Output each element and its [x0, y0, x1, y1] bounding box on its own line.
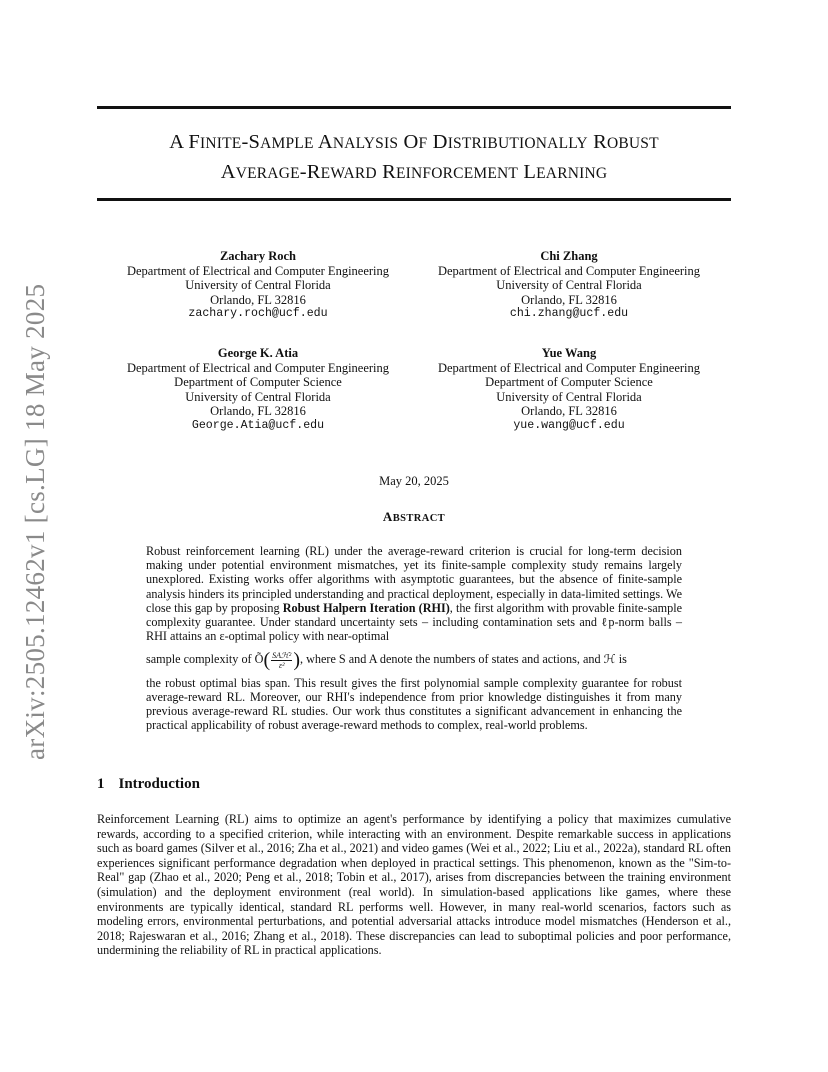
- paper-title: [97, 128, 731, 188]
- author-affiliation: University of Central Florida: [185, 278, 331, 293]
- title-bottom-rule: [97, 198, 731, 201]
- author-affiliation: Department of Electrical and Computer Engineering: [126, 263, 390, 278]
- fraction-numerator: SAℋ²: [272, 651, 292, 661]
- author-name: George K. Atia: [217, 346, 299, 360]
- intro-paragraph: Reinforcement Learning (RL) aims to optimize an agent's performance by identifying a policy that maximizes cumulative rewards, according to a specified criterion, while interacting with an environment. Despite remarkable success in applications such as board games (Silver et al., 2016; Zha et al., 2021) and video games (Wei et al., 2022; Liu et al., 2022a), standard RL often experiences significant performance degradation when deployed in practical settings. This phenomenon, known as the "Sim-to-Real" gap (Zhao et al., 2020; Peng et al., 2018; Tobin et al., 2017), arises from discrepancies between the training environment (simulation) and the deployment environment (real world). In simulation-based applications like games, where these environments are typically identical, standard RL performs well. However, in many real-world scenarios, factors such as modeling errors, environmental perturbations, and potential adversarial attacks introduce model mismatches (Henderson et al., 2018; Rajeswaran et al., 2016; Zhang et al., 2018). These discrepancies can lead to suboptimal policies and poor performance, undermining the reliability of RL in practical applications.: [97, 812, 731, 958]
- author-affiliation: Department of Electrical and Computer Engineering: [437, 360, 701, 375]
- author-affiliation: Department of Electrical and Computer Engineering: [126, 360, 390, 375]
- author-email[interactable]: chi.zhang@ucf.edu: [509, 307, 629, 321]
- paper-date: May 20, 2025: [379, 474, 449, 488]
- section-title: Introduction: [118, 776, 200, 792]
- author-name: Zachary Roch: [219, 249, 297, 263]
- author-email[interactable]: George.Atia@ucf.edu: [191, 418, 325, 432]
- right-paren: ): [293, 649, 300, 672]
- intro-body: [97, 812, 731, 958]
- author-affiliation: Orlando, FL 32816: [521, 292, 617, 307]
- left-paren: (: [263, 649, 271, 672]
- title-line-2: AVERAGE-REWARD REINFORCEMENT LEARNING: [220, 161, 608, 183]
- author-block: [108, 249, 408, 322]
- abstract-body: [146, 544, 682, 732]
- abstract-text: , the first algorithm with provable finite-sample complexity guarantee. Under standard uncertainty sets – including contamination sets and ℓp-norm balls – RHI attains an ε-optimal policy with near-optimal: [146, 600, 682, 644]
- author-affiliation: University of Central Florida: [185, 389, 331, 404]
- arxiv-side-banner[interactable]: arXiv:2505.12462v1 [cs.LG] 18 May 2025: [20, 283, 50, 760]
- abstract-paragraph: [146, 544, 682, 732]
- abstract-heading: ABSTRACT: [382, 509, 446, 524]
- author-email[interactable]: yue.wang@ucf.edu: [513, 418, 625, 432]
- formula-suffix: , where S and A denote the numbers of states and actions, and ℋ is: [300, 652, 627, 667]
- section-heading: [97, 776, 200, 793]
- author-affiliation: Department of Electrical and Computer Engineering: [437, 263, 701, 278]
- author-affiliation: Orlando, FL 32816: [210, 404, 306, 419]
- formula-prefix: sample complexity of Õ: [146, 652, 264, 667]
- author-name: Yue Wang: [541, 346, 597, 360]
- title-line-1: A FINITE-SAMPLE ANALYSIS OF DISTRIBUTIONALLY ROBUST: [169, 131, 659, 153]
- section-number: 1: [97, 776, 105, 792]
- author-name: Chi Zhang: [540, 249, 598, 263]
- author-affiliation: University of Central Florida: [496, 389, 642, 404]
- abstract-text: Robust reinforcement learning (RL) under the average-reward criterion is crucial for long-term decision making under potential environment mismatches, yet its finite-sample complexity study remains largely unexplored. Existing works offer algorithms with asymptotic guarantees, but the absence of finite-sample analysis hinders its principled understanding and practical deployment, especially in data-limited settings. We close this gap by proposing: [146, 544, 682, 615]
- author-block: [419, 249, 719, 322]
- author-affiliation: Department of Computer Science: [174, 375, 342, 390]
- fraction-denominator: ε²: [278, 661, 285, 671]
- abstract-text: the robust optimal bias span. This result gives the first polynomial sample complexity guarantee for robust average-reward RL. Moreover, our RHI's independence from prior knowledge distinguishes it from many previous average-reward RL studies. Our work thus constitutes a significant advancement in enhancing the practical applicability of robust average-reward methods to complex, real-world problems.: [146, 675, 682, 733]
- author-affiliation: Department of Computer Science: [485, 375, 653, 390]
- author-block: [108, 346, 408, 434]
- title-top-rule: [97, 106, 731, 109]
- abstract-method-name: Robust Halpern Iteration (RHI): [282, 600, 450, 615]
- author-affiliation: University of Central Florida: [496, 278, 642, 293]
- author-email[interactable]: zachary.roch@ucf.edu: [188, 307, 328, 321]
- complexity-fraction: [271, 651, 292, 670]
- author-affiliation: Orlando, FL 32816: [210, 292, 306, 307]
- complexity-formula-line: [146, 649, 682, 670]
- author-block: [419, 346, 719, 434]
- author-affiliation: Orlando, FL 32816: [521, 404, 617, 419]
